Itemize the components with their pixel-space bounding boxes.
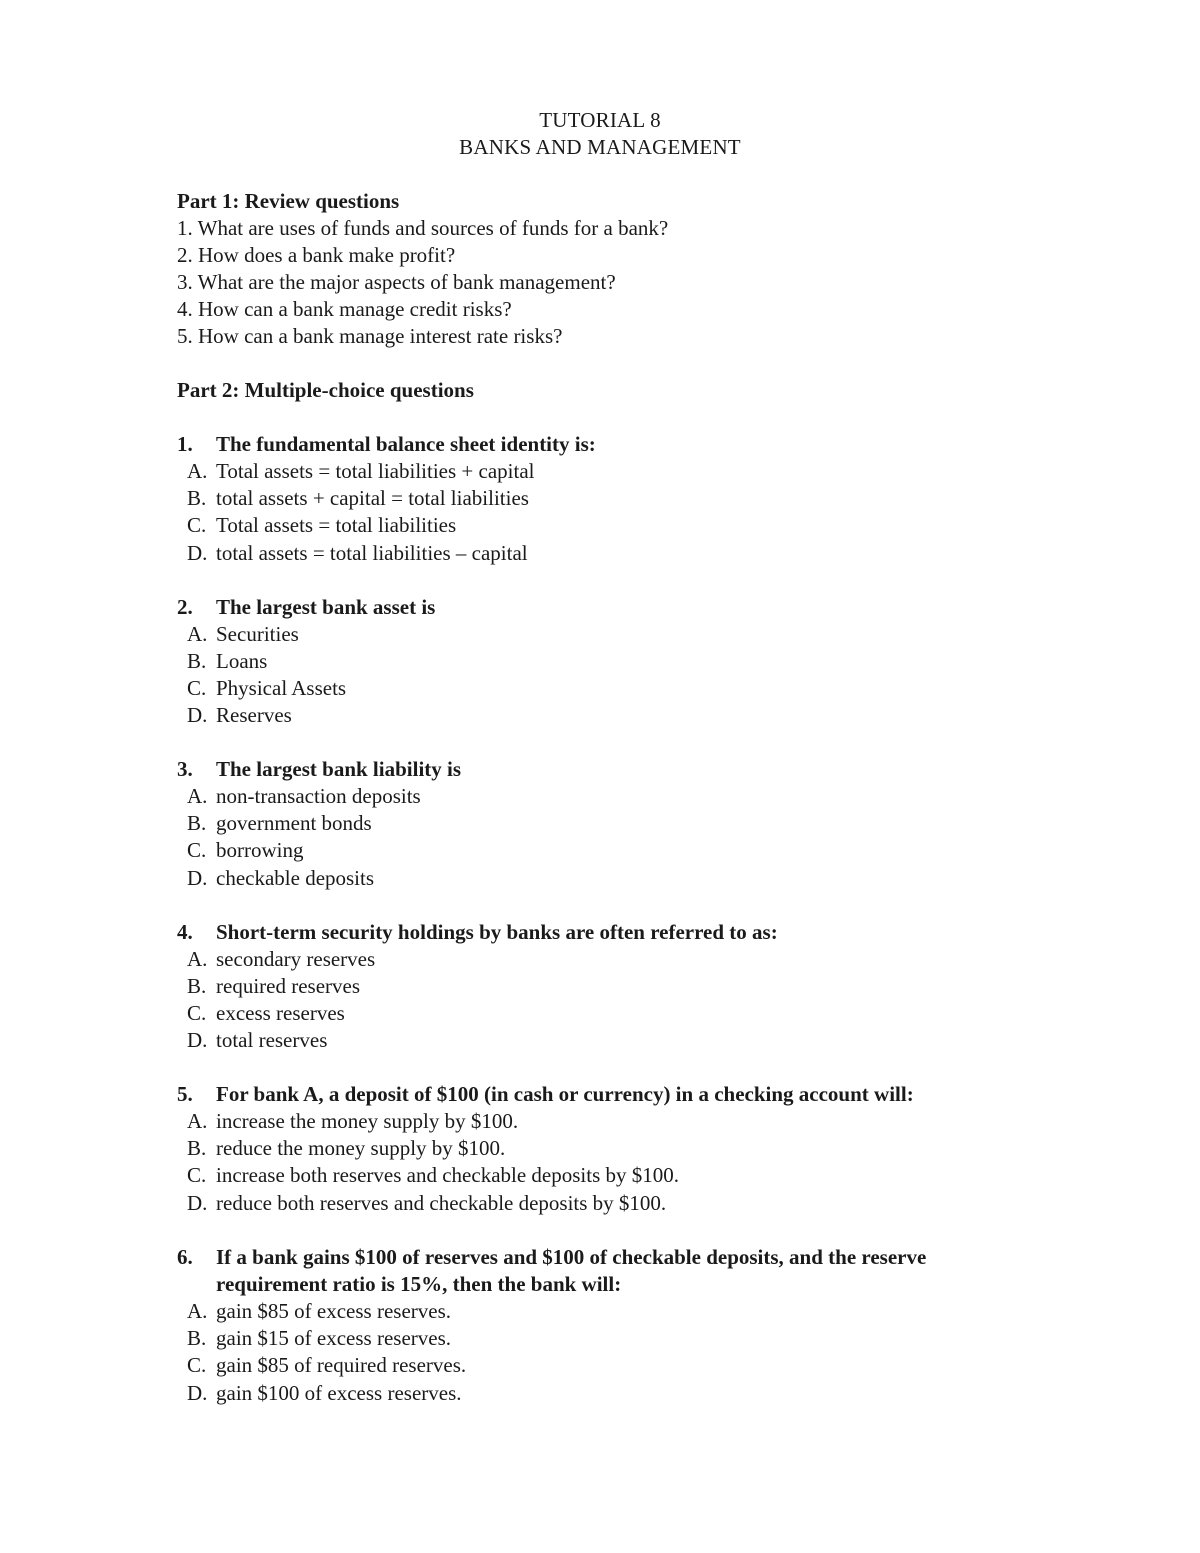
question-text: The largest bank asset is <box>216 595 436 619</box>
review-question: 2. How does a bank make profit? <box>177 243 456 267</box>
answer-option <box>187 1380 462 1407</box>
answer-option <box>187 946 375 973</box>
answer-option <box>187 810 372 837</box>
option-text: secondary reserves <box>216 947 376 971</box>
question-text-continued: requirement ratio is 15%, then the bank will: <box>216 1272 622 1296</box>
option-letter: C. <box>187 513 207 537</box>
answer-option <box>187 1352 466 1379</box>
option-letter: C. <box>187 1163 207 1187</box>
option-letter: D. <box>187 703 208 727</box>
option-letter: D. <box>187 1191 208 1215</box>
option-letter: A. <box>187 1299 208 1323</box>
option-text: gain $85 of excess reserves. <box>216 1299 451 1323</box>
question-number: 4. <box>177 920 193 944</box>
option-text: checkable deposits <box>216 866 375 890</box>
option-letter: B. <box>187 974 207 998</box>
option-letter: A. <box>187 784 208 808</box>
answer-option <box>187 1135 505 1162</box>
review-question: 3. What are the major aspects of bank management? <box>177 270 616 294</box>
review-question: 1. What are uses of funds and sources of funds for a bank? <box>177 216 669 240</box>
option-letter: A. <box>187 1109 208 1133</box>
option-letter: A. <box>187 459 208 483</box>
answer-option <box>187 973 360 1000</box>
option-text: required reserves <box>216 974 361 998</box>
option-text: Total assets = total liabilities <box>216 513 457 537</box>
option-text: gain $15 of excess reserves. <box>216 1326 451 1350</box>
option-letter: A. <box>187 622 208 646</box>
option-text: total reserves <box>216 1028 328 1052</box>
answer-option <box>187 1298 451 1325</box>
option-text: reduce both reserves and checkable deposits by $100. <box>216 1191 667 1215</box>
option-text: Total assets = total liabilities + capital <box>216 459 535 483</box>
answer-option <box>187 1000 345 1027</box>
answer-option <box>187 837 304 864</box>
option-text: borrowing <box>216 838 304 862</box>
document-subtitle: BANKS AND MANAGEMENT <box>459 135 741 159</box>
answer-option <box>187 1190 666 1217</box>
option-text: increase both reserves and checkable deposits by $100. <box>216 1163 680 1187</box>
review-question: 4. How can a bank manage credit risks? <box>177 297 512 321</box>
option-letter: C. <box>187 1353 207 1377</box>
answer-option <box>187 540 528 567</box>
answer-option <box>187 1325 451 1352</box>
option-letter: B. <box>187 1136 207 1160</box>
option-text: increase the money supply by $100. <box>216 1109 519 1133</box>
option-letter: B. <box>187 486 207 510</box>
option-letter: B. <box>187 649 207 673</box>
answer-option <box>187 621 299 648</box>
option-text: gain $100 of excess reserves. <box>216 1381 462 1405</box>
option-text: non-transaction deposits <box>216 784 421 808</box>
option-letter: D. <box>187 1381 208 1405</box>
question-number: 6. <box>177 1245 193 1269</box>
question-number: 3. <box>177 757 193 781</box>
answer-option <box>187 512 456 539</box>
option-letter: B. <box>187 1326 207 1350</box>
option-text: Reserves <box>216 703 292 727</box>
option-letter: D. <box>187 541 208 565</box>
question-text: The fundamental balance sheet identity is: <box>216 432 596 456</box>
answer-option <box>187 865 374 892</box>
answer-option <box>187 1027 327 1054</box>
answer-option <box>187 783 421 810</box>
answer-option <box>187 1108 518 1135</box>
option-text: total assets + capital = total liabilities <box>216 486 529 510</box>
question-number: 1. <box>177 432 193 456</box>
option-text: excess reserves <box>216 1001 345 1025</box>
question-number: 5. <box>177 1082 193 1106</box>
question-text: Short-term security holdings by banks are often referred to as: <box>216 920 778 944</box>
answer-option <box>187 702 292 729</box>
answer-option <box>187 675 346 702</box>
answer-option <box>187 485 529 512</box>
review-question: 5. How can a bank manage interest rate risks? <box>177 324 563 348</box>
question-text: For bank A, a deposit of $100 (in cash or currency) in a checking account will: <box>216 1082 914 1106</box>
option-text: government bonds <box>216 811 372 835</box>
document-title: TUTORIAL 8 <box>539 108 661 132</box>
answer-option <box>187 458 534 485</box>
option-text: Securities <box>216 622 299 646</box>
option-letter: A. <box>187 947 208 971</box>
option-text: Physical Assets <box>216 676 347 700</box>
option-letter: C. <box>187 676 207 700</box>
answer-option <box>187 1162 679 1189</box>
part1-heading: Part 1: Review questions <box>177 189 400 213</box>
option-letter: D. <box>187 1028 208 1052</box>
question-number: 2. <box>177 595 193 619</box>
option-text: total assets = total liabilities – capital <box>216 541 528 565</box>
part2-heading: Part 2: Multiple-choice questions <box>177 378 474 402</box>
option-letter: C. <box>187 838 207 862</box>
question-text: If a bank gains $100 of reserves and $100 of checkable deposits, and the reserve <box>216 1245 927 1269</box>
option-text: reduce the money supply by $100. <box>216 1136 506 1160</box>
answer-option <box>187 648 267 675</box>
option-text: gain $85 of required reserves. <box>216 1353 467 1377</box>
question-text: The largest bank liability is <box>216 757 462 781</box>
option-text: Loans <box>216 649 268 673</box>
option-letter: B. <box>187 811 207 835</box>
option-letter: D. <box>187 866 208 890</box>
option-letter: C. <box>187 1001 207 1025</box>
